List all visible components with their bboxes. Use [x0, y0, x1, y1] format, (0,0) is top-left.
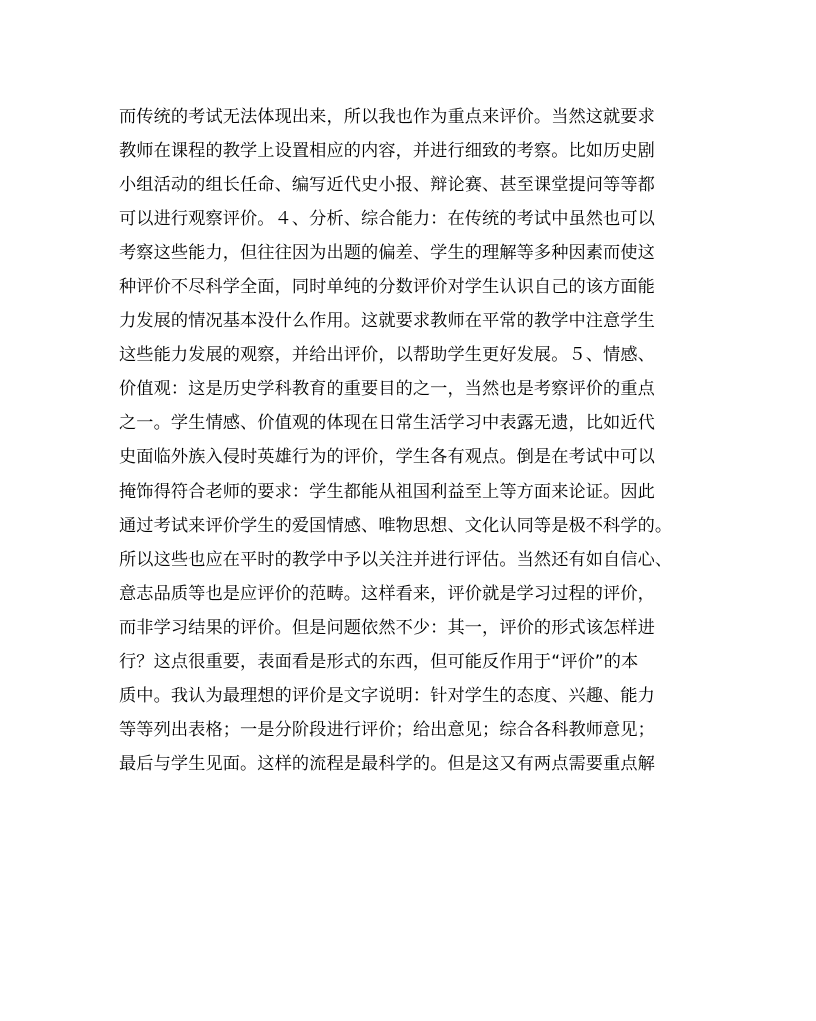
text-line: 之一。学生情感、价值观的体现在日常生活学习中表露无遗，比如近代 — [119, 413, 655, 434]
text-line: 最后与学生见面。这样的流程是最科学的。但是这又有两点需要重点解 — [119, 753, 655, 774]
text-line: 史面临外族入侵时英雄行为的评价，学生各有观点。倒是在考试中可以 — [119, 447, 655, 468]
text-line: 力发展的情况基本没什么作用。这就要求教师在平常的教学中注意学生 — [119, 311, 655, 332]
text-line: 质中。我认为最理想的评价是文字说明：针对学生的态度、兴趣、能力 — [119, 685, 655, 706]
text-line: 而传统的考试无法体现出来，所以我也作为重点来评价。当然这就要求 — [119, 107, 655, 127]
text-line: 行？这点很重要，表面看是形式的东西，但可能反作用于“评价”的本 — [119, 651, 639, 672]
text-line: 而非学习结果的评价。但是问题依然不少：其一，评价的形式该怎样进 — [119, 617, 655, 638]
text-line: 所以这些也应在平时的教学中予以关注并进行评估。当然还有如自信心、 — [119, 549, 673, 570]
text-line: 掩饰得符合老师的要求：学生都能从祖国利益至上等方面来论证。因此 — [119, 481, 655, 502]
text-line: 小组活动的组长任命、编写近代史小报、辩论赛、甚至课堂提问等等都 — [119, 175, 655, 196]
text-line: 种评价不尽科学全面，同时单纯的分数评价对学生认识自己的该方面能 — [119, 277, 655, 298]
text-line: 教师在课程的教学上设置相应的内容，并进行细致的考察。比如历史剧 — [119, 141, 655, 162]
body-text — [119, 100, 709, 781]
text-line: 价值观：这是历史学科教育的重要目的之一，当然也是考察评价的重点 — [119, 379, 655, 400]
text-line: 可以进行观察评价。４、分析、综合能力：在传统的考试中虽然也可以 — [119, 209, 655, 230]
text-line: 通过考试来评价学生的爱国情感、唯物思想、文化认同等是极不科学的。 — [119, 515, 673, 536]
text-line: 意志品质等也是应评价的范畴。这样看来，评价就是学习过程的评价， — [119, 583, 655, 604]
text-line: 考察这些能力，但往往因为出题的偏差、学生的理解等多种因素而使这 — [119, 243, 655, 264]
text-line: 等等列出表格；一是分阶段进行评价；给出意见；综合各科教师意见； — [119, 719, 655, 740]
text-line: 这些能力发展的观察，并给出评价，以帮助学生更好发展。５、情感、 — [119, 345, 655, 366]
